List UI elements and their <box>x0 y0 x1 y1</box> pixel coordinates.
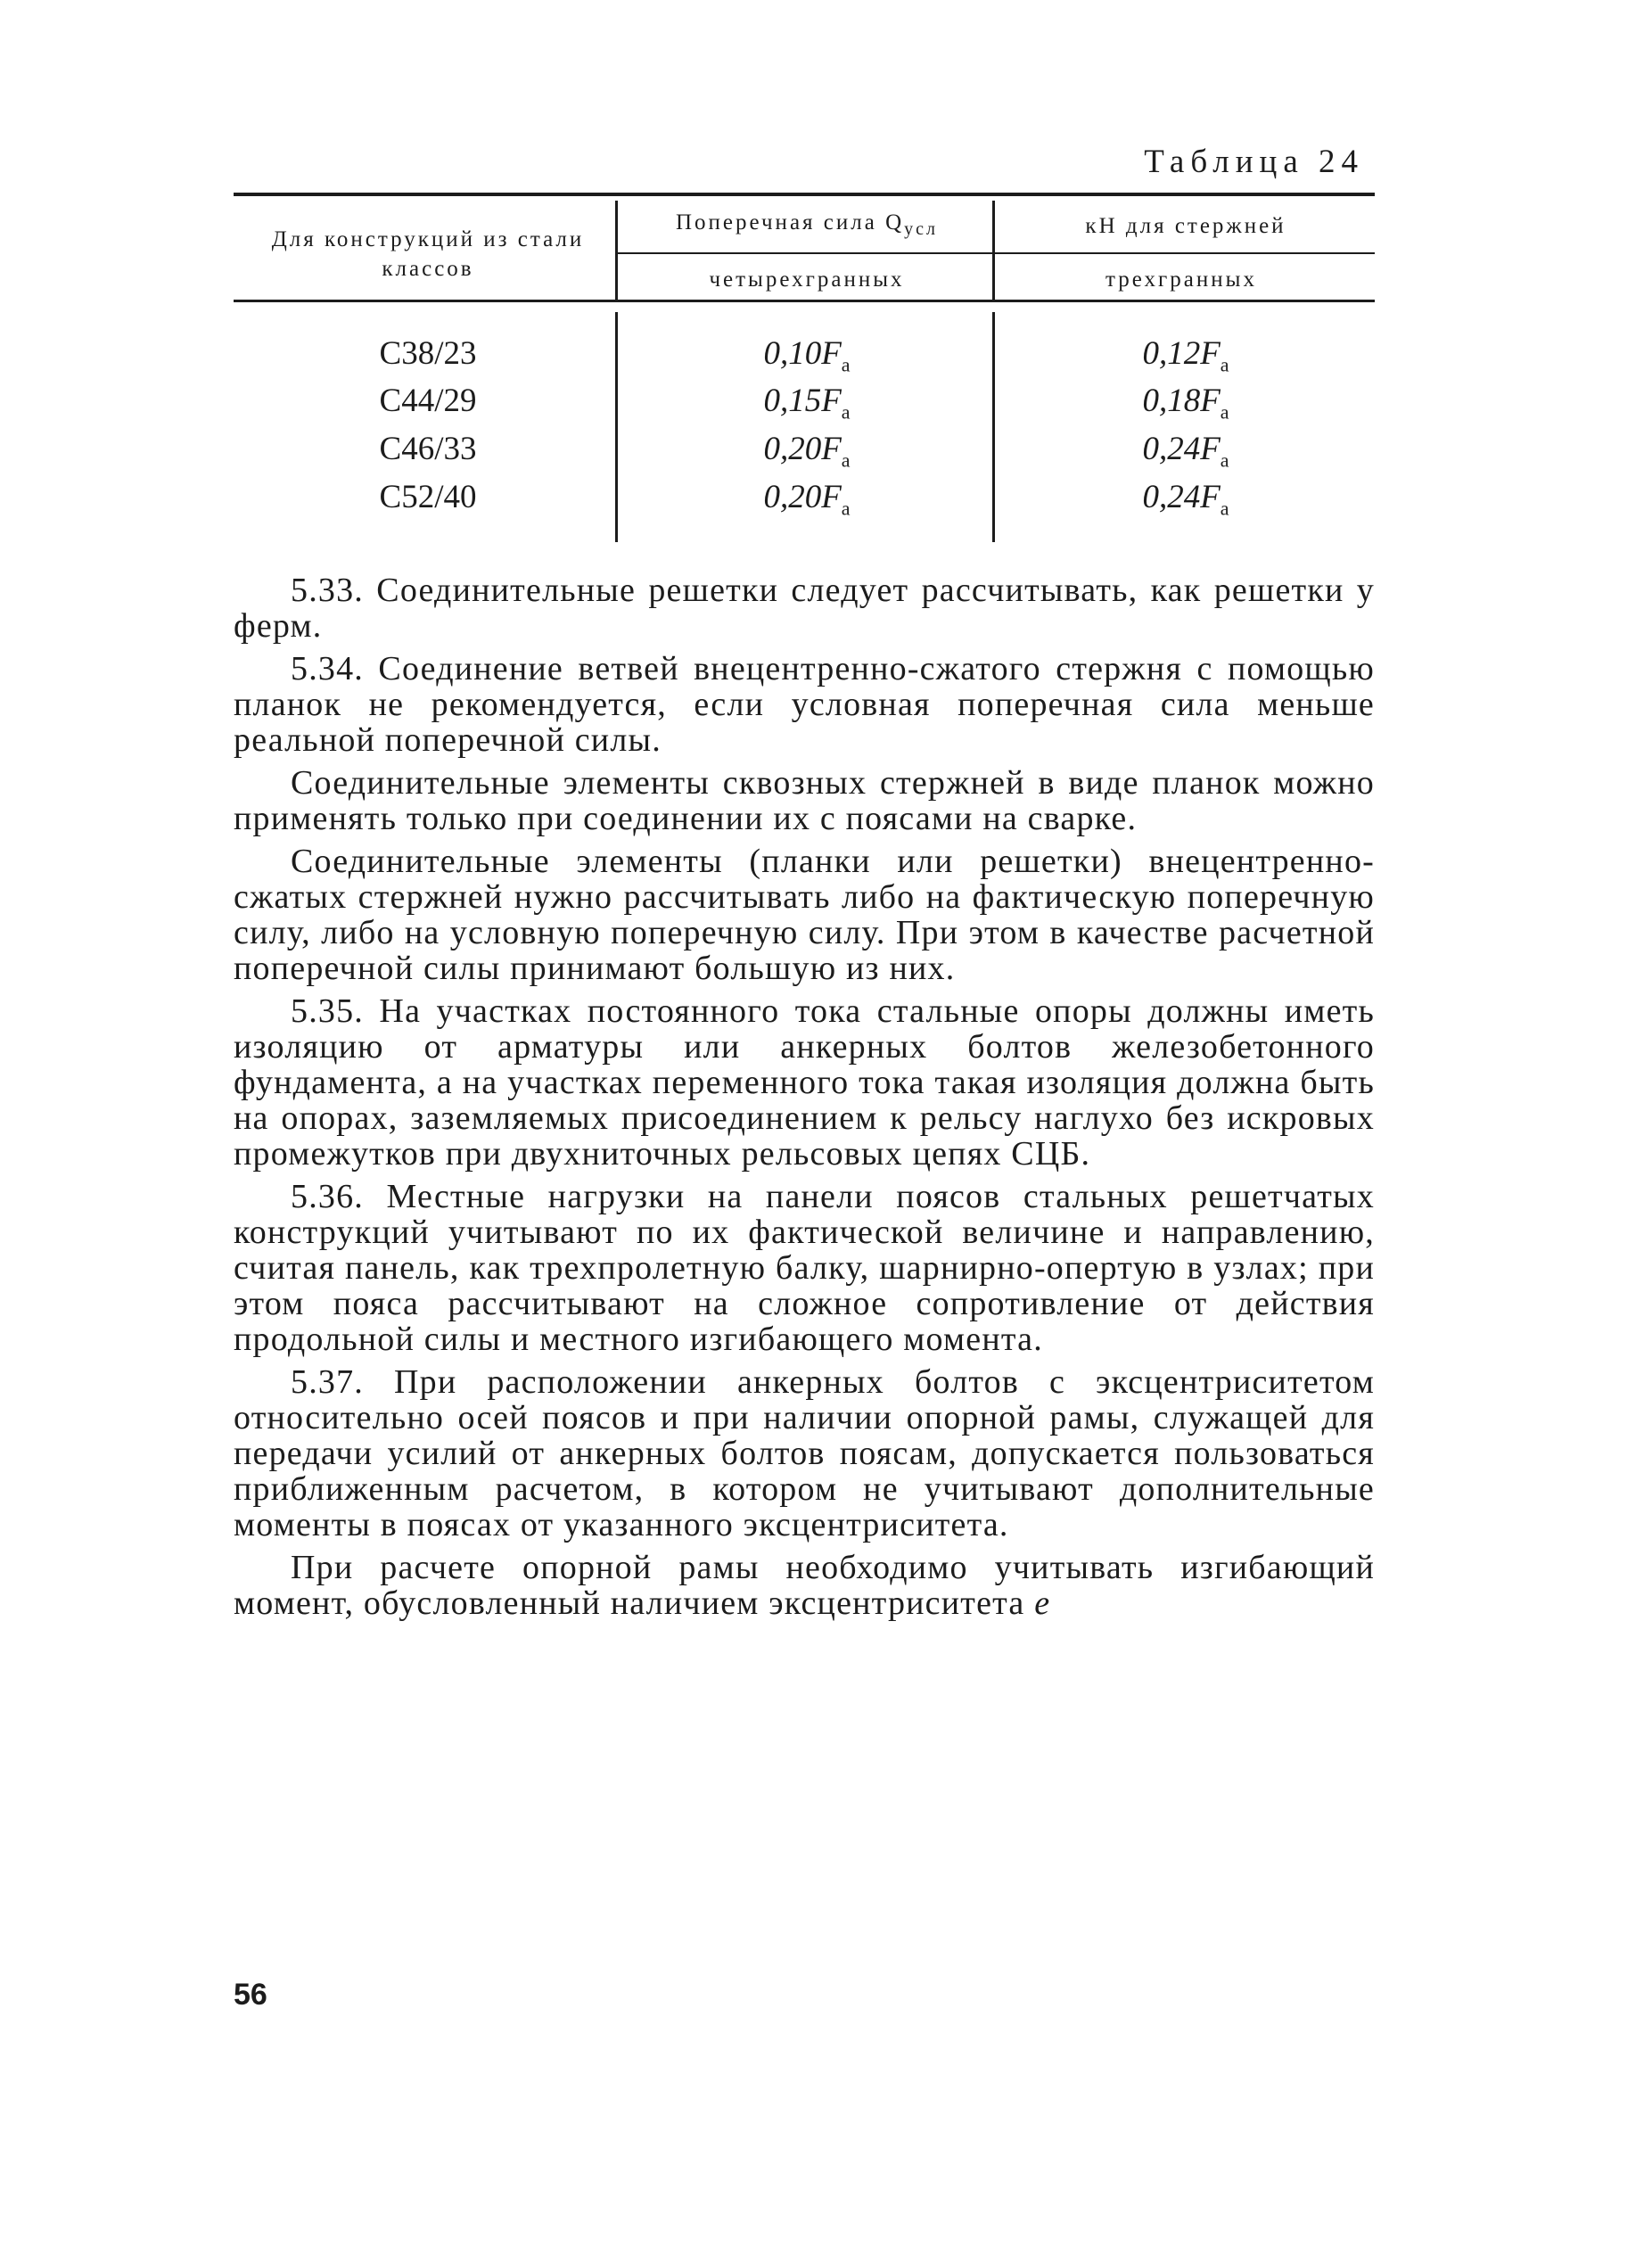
table-caption: Таблица 24 <box>1144 144 1364 180</box>
table-header-shear-force <box>624 210 990 240</box>
page-number: 56 <box>234 1978 267 2012</box>
paragraph-5-36: 5.36. Местные нагрузки на панели поясов стальных решетчатых конструкций учитывают по их фактической величине и направлению, считая панель, как трехпролетную балку, шарнирно-опертую в узлах; при этом пояса рассчитывают на сложное сопротивление от действия продольной силы и местного изгибающего момента. <box>234 1178 1375 1358</box>
table-cell-subscript: а <box>1220 400 1229 424</box>
table-cell-subscript: а <box>1220 449 1229 472</box>
table-cell-steel: С44/29 <box>379 383 477 419</box>
table-column-divider-2 <box>992 201 995 300</box>
table-cell-value: 0,15F <box>763 383 842 419</box>
table-header-shear-force-label: Поперечная сила Q <box>675 210 905 235</box>
paragraph-5-37: 5.37. При расположении анкерных болтов с эксцентриситетом относительно осей поясов и при наличии опорной рамы, служащей для передачи усилий от анкерных болтов поясам, допускается пользоваться приближенным расчетом, в котором не учитывают дополнительные моменты в поясах от указанного эксцентриситета. <box>234 1363 1375 1543</box>
table-column-divider-1 <box>615 201 618 300</box>
table-top-rule <box>234 193 1375 196</box>
table-cell-three-sided <box>999 382 1373 424</box>
table-header-steel-class: Для конструкций из стали классов <box>271 227 585 281</box>
table-cell-four-sided <box>624 430 990 472</box>
table-cell-three-sided <box>999 478 1373 520</box>
table-cell-three-sided <box>999 334 1373 376</box>
table-cell-value: 0,20F <box>763 479 842 515</box>
table-header-units: кН для стержней <box>1085 214 1286 238</box>
table-cell-value: 0,18F <box>1142 383 1221 419</box>
paragraph-connecting-elements: Соединительные элементы (планки или решетки) внецентренно-сжатых стержней нужно рассчитывать либо на фактическую поперечную силу, либо на условную поперечную силу. При этом в качестве расчетной поперечной силы принимают большую из них. <box>234 843 1375 987</box>
table-cell-value: 0,20F <box>763 431 842 467</box>
table-column-divider-1-body <box>615 312 618 542</box>
table-cell-steel: С52/40 <box>379 479 477 515</box>
table-header-shear-force-subscript: усл <box>904 219 938 239</box>
paragraph-support-frame-text: При расчете опорной рамы необходимо учитывать изгибающий момент, обусловленный наличием эксцентриситета <box>234 1549 1375 1622</box>
paragraph-5-33: 5.33. Соединительные решетки следует рассчитывать, как решетки у ферм. <box>234 572 1375 645</box>
table-header-three-sided: трехгранных <box>1105 267 1257 292</box>
table-column-divider-2-body <box>992 312 995 542</box>
table-cell-subscript: а <box>1220 353 1229 376</box>
paragraph-support-frame <box>234 1550 1375 1621</box>
table-cell-subscript: а <box>841 497 851 520</box>
table-cell-value: 0,12F <box>1142 335 1221 372</box>
table-cell-subscript: а <box>1220 497 1229 520</box>
paragraph-5-34: 5.34. Соединение ветвей внецентренно-сжатого стержня с помощью планок не рекомендуется, если условная поперечная сила меньше реальной поперечной силы. <box>234 650 1375 759</box>
table-header-bottom-rule <box>234 300 1375 302</box>
body-text <box>234 572 1375 1628</box>
table-cell-subscript: а <box>841 400 851 424</box>
table-cell-subscript: а <box>841 353 851 376</box>
table-cell-value: 0,10F <box>763 335 842 372</box>
table-cell-three-sided <box>999 430 1373 472</box>
table-cell-four-sided <box>624 478 990 520</box>
table-header-mid-rule <box>615 252 1375 254</box>
table-cell-four-sided <box>624 382 990 424</box>
table-cell-subscript: а <box>841 449 851 472</box>
table-cell-four-sided <box>624 334 990 376</box>
paragraph-lattice-planks: Соединительные элементы сквозных стержней в виде планок можно применять только при соединении их с поясами на сварке. <box>234 764 1375 837</box>
eccentricity-symbol: e <box>1034 1584 1051 1622</box>
table-cell-steel: С38/23 <box>379 335 477 372</box>
table-cell-steel: С46/33 <box>379 431 477 467</box>
paragraph-5-35: 5.35. На участках постоянного тока стальные опоры должны иметь изоляцию от арматуры или анкерных болтов железобетонного фундамента, а на участках переменного тока такая изоляция должна быть на опорах, заземляемых присоединением к рельсу наглухо без искровых промежутков при двухниточных рельсовых цепях СЦБ. <box>234 992 1375 1173</box>
table-cell-value: 0,24F <box>1142 431 1221 467</box>
table-cell-value: 0,24F <box>1142 479 1221 515</box>
table-header-four-sided: четырехгранных <box>709 267 905 292</box>
